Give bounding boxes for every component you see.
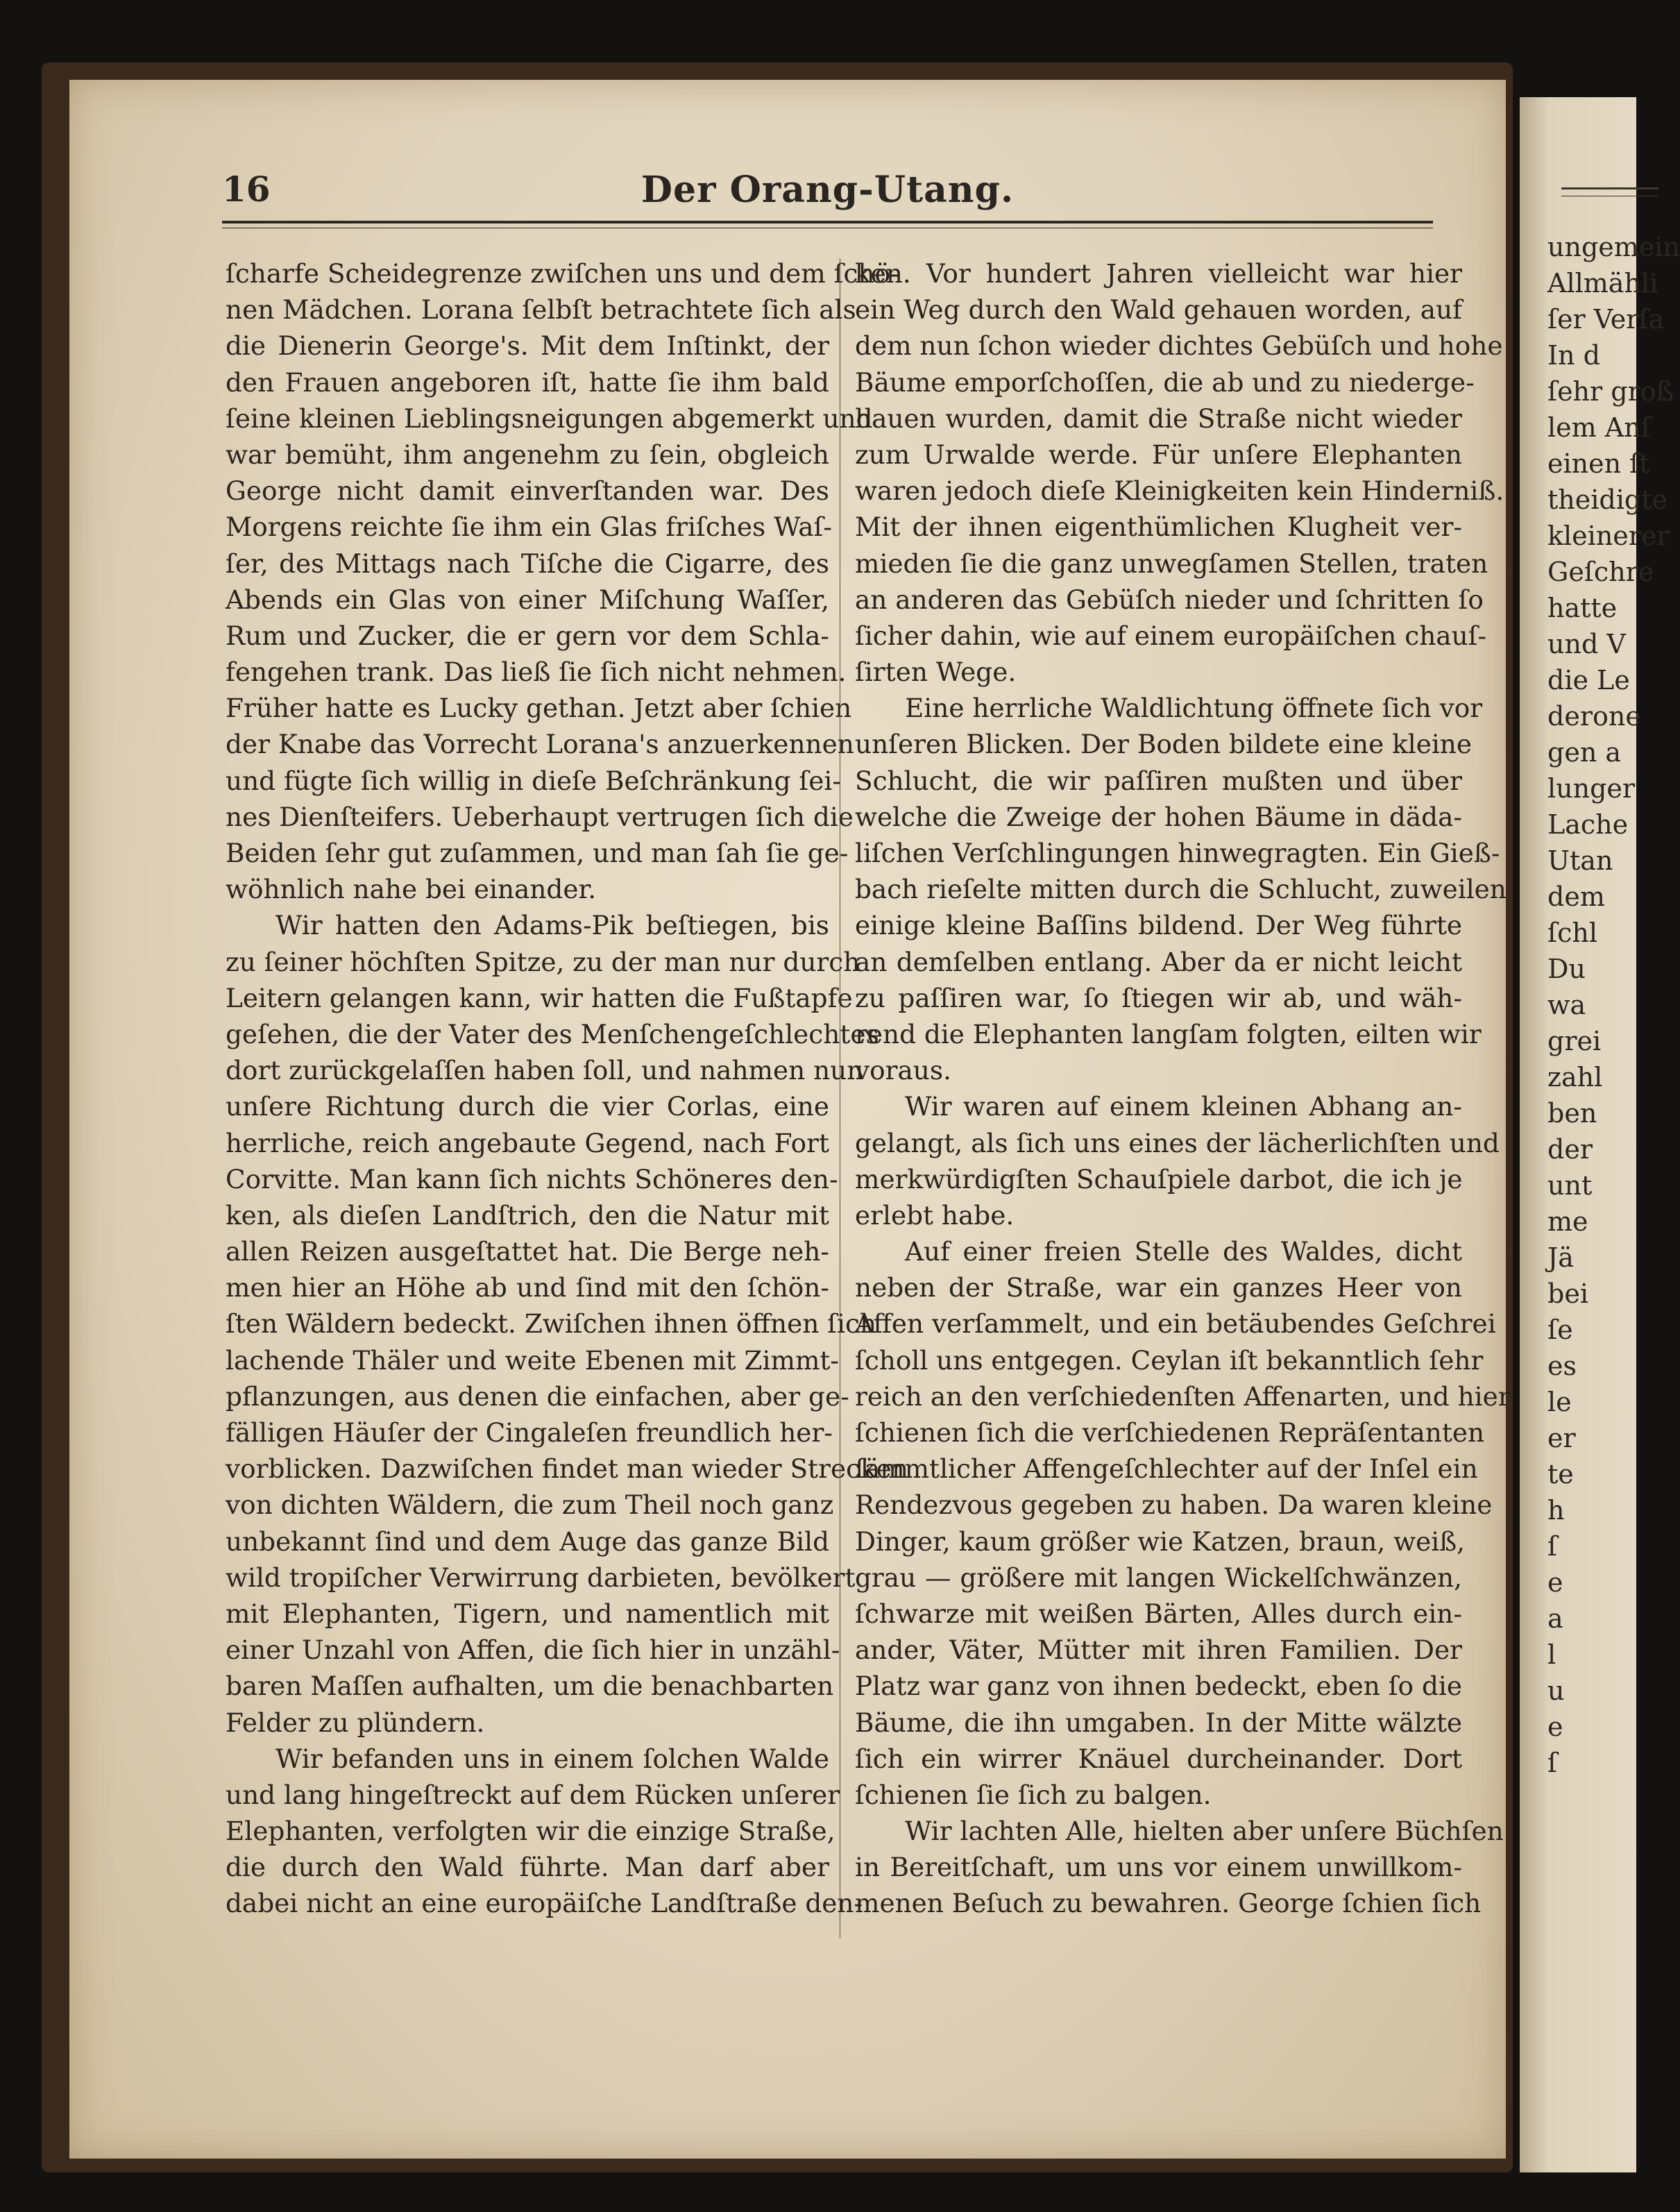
adjacent-text-fragment: ben <box>1547 1098 1597 1129</box>
text-line: Platz war ganz von ihnen bedeckt, eben ſo die <box>855 1671 1462 1702</box>
adjacent-text-fragment: theidigte <box>1547 484 1668 515</box>
text-line: Wir hatten den Adams-Pik beſtiegen, bis <box>275 910 829 941</box>
text-line: menen Beſuch zu bewahren. George ſchien ſich <box>855 1888 1482 1919</box>
text-line: rend die Elephanten langſam folgten, eilten wir <box>855 1018 1482 1049</box>
text-line: dem nun ſchon wieder dichtes Gebüſch und hohe <box>855 330 1503 362</box>
text-line: allen Reizen ausgeſtattet hat. Die Berge neh- <box>226 1236 829 1267</box>
text-line: Wir lachten Alle, hielten aber unſere Büchſen <box>905 1816 1504 1847</box>
text-line: grau — größere mit langen Wickelſchwänzen, <box>855 1562 1462 1593</box>
adjacent-text-fragment: Geſchre <box>1547 557 1654 587</box>
adjacent-text-fragment: ſehr groß <box>1547 376 1674 407</box>
text-line: Rum und Zucker, die er gern vor dem Schla- <box>226 620 829 651</box>
text-line: Rendezvous gegeben zu haben. Da waren kleine <box>855 1489 1493 1521</box>
text-line: wöhnlich nahe bei einander. <box>226 874 597 905</box>
text-line: und lang hingeſtreckt auf dem Rücken unſerer <box>226 1779 840 1810</box>
adjacent-text-fragment: bei <box>1547 1278 1588 1309</box>
adjacent-text-fragment: unt <box>1547 1170 1593 1201</box>
adjacent-text-fragment: der <box>1547 1134 1593 1165</box>
text-line: fälligen Häuſer der Cingaleſen freundlich her- <box>226 1417 833 1448</box>
text-line: unſere Richtung durch die vier Corlas, eine <box>226 1091 829 1122</box>
text-line: baren Maſſen aufhalten, um die benachbarten <box>226 1671 834 1702</box>
text-line: Abends ein Glas von einer Miſchung Waſſer, <box>226 584 829 615</box>
text-line: Beiden ſehr gut zuſammen, und man ſah ſie ge- <box>226 838 849 868</box>
adjacent-text-fragment: wa <box>1547 990 1586 1020</box>
text-line: fengehen trank. Das ließ ſie ſich nicht nehmen. <box>226 657 847 688</box>
text-line: Morgens reichte ſie ihm ein Glas friſches Waſ- <box>226 512 833 543</box>
adjacent-text-fragment: grei <box>1547 1026 1602 1056</box>
adjacent-text-fragment: Du <box>1547 954 1586 984</box>
text-line: neben der Straße, war ein ganzes Heer von <box>855 1272 1462 1303</box>
text-line: ſcharfe Scheidegrenze zwiſchen uns und dem ſchö- <box>226 258 899 289</box>
adjacent-text-fragment: ſ <box>1547 1531 1558 1562</box>
text-line: ſämmtlicher Affengeſchlechter auf der Inſel ein <box>855 1453 1478 1485</box>
adjacent-text-fragment: ſer Verſa <box>1547 304 1665 335</box>
text-line: waren jedoch dieſe Kleinigkeiten kein Hinderniß. <box>855 475 1504 507</box>
text-line: Corvitte. Man kann ſich nichts Schöneres den- <box>226 1163 838 1194</box>
adjacent-text-fragment: ungemein <box>1547 232 1680 262</box>
text-line: ſcholl uns entgegen. Ceylan iſt bekanntlich ſehr <box>855 1344 1484 1376</box>
text-line: merkwürdigſten Schauſpiele darbot, die ich je <box>855 1163 1463 1194</box>
text-line: die durch den Wald führte. Man darf aber <box>226 1852 829 1883</box>
text-line: die Dienerin George's. Mit dem Inſtinkt, der <box>226 330 829 362</box>
text-line: den Frauen angeboren iſt, hatte ſie ihm bald <box>226 366 829 398</box>
adjacent-text-fragment: In d <box>1547 340 1600 371</box>
text-line: nen Mädchen. Lorana ſelbſt betrachtete ſich als <box>226 294 856 326</box>
adjacent-page <box>1520 97 1680 2172</box>
adjacent-text-fragment: a <box>1547 1603 1563 1634</box>
text-line: welche die Zweige der hohen Bäume in däda- <box>855 801 1462 832</box>
adjacent-text-fragment: die Le <box>1547 665 1630 695</box>
text-line: nes Dienſteifers. Ueberhaupt vertrugen ſich die <box>226 801 854 832</box>
text-line: zu ſeiner höchſten Spitze, zu der man nur durch <box>226 946 860 977</box>
text-line: pflanzungen, aus denen die einfachen, aber ge- <box>226 1381 849 1412</box>
adjacent-text-fragment: le <box>1547 1387 1572 1417</box>
adjacent-text-fragment: einen ſt <box>1547 448 1650 479</box>
adjacent-text-fragment: derone <box>1547 701 1641 732</box>
adjacent-text-fragment: und V <box>1547 629 1626 659</box>
text-line: zum Urwalde werde. Für unſere Elephanten <box>855 439 1462 470</box>
text-line: ein Weg durch den Wald gehauen worden, auf <box>855 294 1462 326</box>
adjacent-text-fragment: er <box>1547 1423 1576 1453</box>
adjacent-text-fragment: Jä <box>1547 1242 1574 1273</box>
text-line: George nicht damit einverſtanden war. Des <box>226 475 829 507</box>
text-line: vorblicken. Dazwiſchen findet man wieder Strecken <box>226 1453 908 1485</box>
adjacent-header-rule <box>1561 187 1658 189</box>
header-rule <box>222 221 1433 223</box>
adjacent-text-fragment: lunger <box>1547 773 1636 804</box>
text-line: men hier an Höhe ab und ſind mit den ſchön- <box>226 1272 829 1303</box>
page-header <box>222 169 1433 217</box>
adjacent-text-fragment: Allmähli <box>1547 268 1658 298</box>
text-line: Bäume emporſchoſſen, die ab und zu niederge- <box>855 366 1475 398</box>
text-line: Wir waren auf einem kleinen Abhang an- <box>905 1091 1462 1122</box>
text-line: mit Elephanten, Tigern, und namentlich mit <box>226 1598 829 1629</box>
text-line: in Bereitſchaft, um uns vor einem unwillkom- <box>855 1852 1462 1883</box>
running-title: Der Orang-Utang. <box>640 169 1015 211</box>
text-line: gelangt, als ſich uns eines der lächerlichſten und <box>855 1127 1500 1158</box>
text-line: Eine herrliche Waldlichtung öffnete ſich vor <box>905 693 1483 724</box>
text-line: voraus. <box>855 1055 951 1086</box>
adjacent-text-fragment: zahl <box>1547 1062 1603 1092</box>
text-line: ſchienen ſie ſich zu balgen. <box>855 1779 1212 1810</box>
adjacent-text-fragment: e <box>1547 1567 1563 1598</box>
text-line: Früher hatte es Lucky gethan. Jetzt aber ſchien <box>226 693 852 724</box>
text-line: war bemüht, ihm angenehm zu ſein, obgleich <box>226 439 829 470</box>
text-line: ſer, des Mittags nach Tiſche die Cigarre, des <box>226 548 829 579</box>
text-line: ken. Vor hundert Jahren vielleicht war hier <box>855 258 1462 289</box>
text-line: mieden ſie die ganz unwegſamen Stellen, traten <box>855 548 1488 579</box>
adjacent-text-fragment: es <box>1547 1351 1577 1381</box>
adjacent-page-text <box>1547 229 1680 1781</box>
adjacent-text-fragment: dem <box>1547 881 1605 912</box>
text-line: unbekannt ſind und dem Auge das ganze Bild <box>226 1526 829 1557</box>
text-line: Auf einer freien Stelle des Waldes, dicht <box>905 1236 1462 1267</box>
text-line: ſeine kleinen Lieblingsneigungen abgemerkt und <box>226 403 873 434</box>
adjacent-text-fragment: Utan <box>1547 845 1613 876</box>
adjacent-text-fragment: hatte <box>1547 593 1618 623</box>
text-line: einer Unzahl von Affen, die ſich hier in unzähl- <box>226 1635 840 1666</box>
adjacent-text-fragment: gen a <box>1547 737 1622 768</box>
text-line: erlebt habe. <box>855 1199 1015 1231</box>
text-line: ſicher dahin, wie auf einem europäiſchen chauſ- <box>855 620 1487 651</box>
text-line: an demſelben entlang. Aber da er nicht leicht <box>855 946 1462 977</box>
adjacent-text-fragment: u <box>1547 1675 1565 1706</box>
text-line: hauen wurden, damit die Straße nicht wieder <box>855 403 1462 434</box>
text-line: reich an den verſchiedenſten Affenarten, und hier <box>855 1381 1511 1412</box>
adjacent-text-fragment: kleinerer <box>1547 521 1670 551</box>
adjacent-text-fragment: Lache <box>1547 809 1629 840</box>
text-line: Bäume, die ihn umgaben. In der Mitte wälzte <box>855 1707 1462 1738</box>
text-line: Wir befanden uns in einem ſolchen Walde <box>275 1743 829 1774</box>
text-line: zu paſſiren war, ſo ſtiegen wir ab, und wäh- <box>855 982 1462 1013</box>
text-line: Dinger, kaum größer wie Katzen, braun, weiß, <box>855 1526 1466 1557</box>
text-line: dort zurückgelaſſen haben ſoll, und nahmen nun <box>226 1055 864 1086</box>
adjacent-text-fragment: lem Anſ <box>1547 412 1651 443</box>
adjacent-text-fragment: l <box>1547 1639 1556 1670</box>
right-text-column <box>855 255 1511 1922</box>
adjacent-text-fragment: ſchl <box>1547 918 1597 948</box>
text-line: ſchwarze mit weißen Bärten, Alles durch ein- <box>855 1598 1462 1629</box>
text-line: geſehen, die der Vater des Menſchengeſchlechtes <box>226 1018 879 1049</box>
adjacent-text-fragment: te <box>1547 1459 1574 1489</box>
text-line: lachende Thäler und weite Ebenen mit Zimmt- <box>226 1344 840 1376</box>
text-line: ſirten Wege. <box>855 657 1017 688</box>
text-line: ſich ein wirrer Knäuel durcheinander. Dort <box>855 1743 1462 1774</box>
text-line: Schlucht, die wir paſſiren mußten und über <box>855 765 1462 796</box>
text-line: unſeren Blicken. Der Boden bildete eine kleine <box>855 729 1472 760</box>
adjacent-text-fragment: h <box>1547 1495 1565 1526</box>
text-line: Affen verſammelt, und ein betäubendes Geſchrei <box>855 1308 1496 1340</box>
text-line: ander, Väter, Mütter mit ihren Familien. Der <box>855 1635 1462 1666</box>
text-line: dabei nicht an eine europäiſche Landſtraße den- <box>226 1888 863 1919</box>
text-line: der Knabe das Vorrecht Lorana's anzuerkennen <box>226 729 854 760</box>
adjacent-text-fragment: ſe <box>1547 1315 1573 1345</box>
text-line: Felder zu plündern. <box>226 1707 485 1738</box>
text-line: ken, als dieſen Landſtrich, den die Natur mit <box>226 1199 829 1231</box>
text-line: herrliche, reich angebaute Gegend, nach Fort <box>226 1127 829 1158</box>
adjacent-text-fragment: e <box>1547 1712 1563 1742</box>
text-line: an anderen das Gebüſch nieder und ſchritten ſo <box>855 584 1484 615</box>
adjacent-text-fragment: ſ <box>1547 1748 1558 1778</box>
text-line: wild tropiſcher Verwirrung darbieten, bevölkert <box>226 1562 856 1593</box>
text-line: ſchienen ſich die verſchiedenen Repräſentanten <box>855 1417 1485 1448</box>
adjacent-text-fragment: me <box>1547 1206 1588 1237</box>
text-line: von dichten Wäldern, die zum Theil noch ganz <box>226 1489 834 1521</box>
text-line: und fügte ſich willig in dieſe Beſchränkung ſei- <box>226 765 841 796</box>
text-line: Elephanten, verfolgten wir die einzige Straße, <box>226 1816 835 1847</box>
text-line: ſten Wäldern bedeckt. Zwiſchen ihnen öffnen ſich <box>226 1308 876 1340</box>
page-number: 16 <box>222 169 271 210</box>
text-line: bach rieſelte mitten durch die Schlucht, zuweilen <box>855 874 1507 905</box>
text-line: Leitern gelangen kann, wir hatten die Fußtapfe <box>226 982 853 1013</box>
text-line: Mit der ihnen eigenthümlichen Klugheit ver- <box>855 512 1462 543</box>
text-line: einige kleine Baſſins bildend. Der Weg führte <box>855 910 1462 941</box>
text-line: liſchen Verſchlingungen hinwegragten. Ein Gieß- <box>855 838 1500 868</box>
